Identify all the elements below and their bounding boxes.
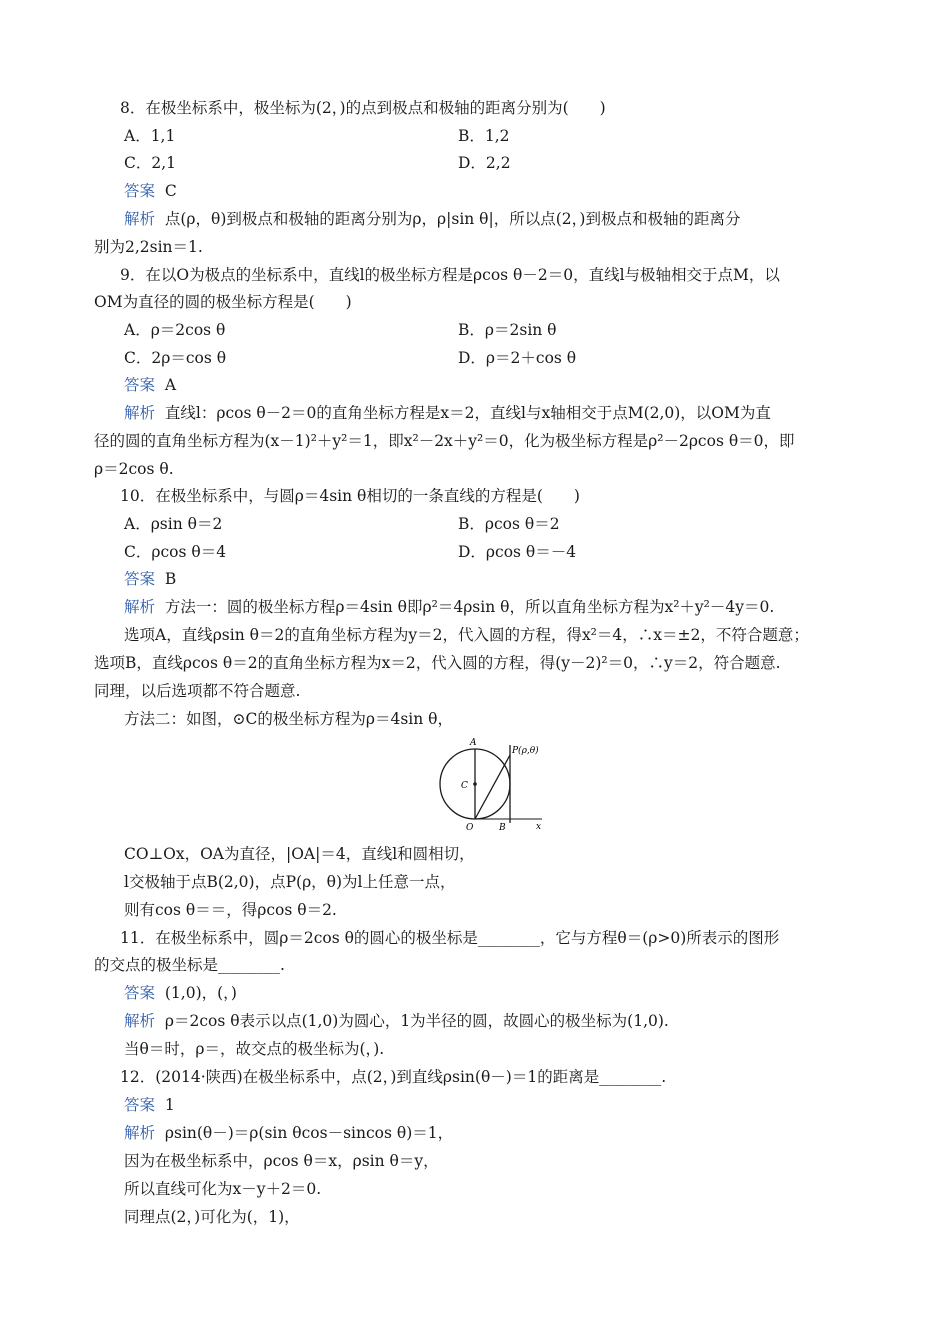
- q11-stem-line: 11．在极坐标系中，圆ρ＝2cos θ的圆心的极坐标是________，它与方程θ＝(ρ>0)所表示的图形: [120, 929, 780, 947]
- q10-option-c: C．ρcos θ＝4: [124, 543, 227, 561]
- q9-option-d: D．ρ＝2＋cos θ: [458, 349, 577, 367]
- q9-stem-line: 9．在以O为极点的坐标系中，直线l的极坐标方程是ρcos θ－2＝0，直线l与极轴相交于点M，以: [120, 266, 780, 284]
- q8-stem: 8．在极坐标系中，极坐标为(2，)的点到极点和极轴的距离分别为( ): [120, 99, 606, 117]
- q8-analysis-row: [124, 208, 740, 230]
- label-o: O: [466, 823, 474, 833]
- answer-label: 答案: [124, 376, 156, 394]
- center-point: [473, 782, 477, 786]
- analysis-label: 解析: [124, 1012, 156, 1030]
- q9-analysis-line: 直线l：ρcos θ－2＝0的直角坐标方程是x＝2，直线l与x轴相交于点M(2,0)，以OM为直: [164, 404, 771, 422]
- q8-answer-row: [124, 180, 177, 202]
- q10-after-line: CO⊥Ox，OA为直径，|OA|＝4，直线l和圆相切，: [124, 845, 475, 863]
- q9-option-c: C．2ρ＝cos θ: [124, 349, 227, 367]
- label-p: P(ρ,θ): [512, 746, 539, 756]
- q9-analysis-row: [124, 402, 771, 424]
- q11-answer: (1,0)，(，): [164, 984, 237, 1002]
- analysis-label: 解析: [124, 1124, 156, 1142]
- analysis-label: 解析: [124, 210, 156, 228]
- q12-analysis-line: 同理点(2，)可化为(，1)，: [124, 1208, 300, 1226]
- q11-analysis-line: ρ＝2cos θ表示以点(1,0)为圆心，1为半径的圆，故圆心的极坐标为(1,0).: [164, 1012, 669, 1030]
- label-x: x: [536, 822, 542, 832]
- q10-after-line: l交极轴于点B(2,0)，点P(ρ，θ)为l上任意一点，: [124, 873, 456, 891]
- answer-label: 答案: [124, 984, 156, 1002]
- q10-option-b: B．ρcos θ＝2: [458, 515, 560, 533]
- q9-option-a: A．ρ＝2cos θ: [124, 321, 226, 339]
- q8-answer: C: [164, 182, 177, 200]
- q9-answer: A: [164, 376, 177, 394]
- q8-option-a: A．1,1: [124, 127, 176, 145]
- q10-analysis-line: 方法二：如图，⊙C的极坐标方程为ρ＝4sin θ，: [124, 710, 453, 728]
- q12-answer: 1: [164, 1096, 175, 1114]
- q8-option-c: C．2,1: [124, 154, 177, 172]
- q12-analysis-line: 因为在极坐标系中，ρcos θ＝x，ρsin θ＝y，: [124, 1152, 439, 1170]
- q12-stem: 12．(2014·陕西)在极坐标系中，点(2，)到直线ρsin(θ－)＝1的距离是________.: [120, 1068, 667, 1086]
- q9-stem-line: OM为直径的圆的极坐标方程是( ): [94, 293, 352, 311]
- q8-option-d: D．2,2: [458, 154, 511, 172]
- q10-analysis-line: 选项B，直线ρcos θ＝2的直角坐标方程为x＝2，代入圆的方程，得(y－2)²＝0，∴y＝2，符合题意.: [94, 654, 781, 672]
- q9-option-b: B．ρ＝2sin θ: [458, 321, 557, 339]
- q12-analysis-line: ρsin(θ－)＝ρ(sin θcos－sincos θ)＝1，: [164, 1124, 454, 1142]
- q10-stem: 10．在极坐标系中，与圆ρ＝4sin θ相切的一条直线的方程是( ): [120, 487, 580, 505]
- label-a: A: [470, 738, 477, 748]
- q10-after-line: 则有cos θ＝＝，得ρcos θ＝2.: [124, 901, 337, 919]
- answer-label: 答案: [124, 570, 156, 588]
- q10-answer-row: [124, 568, 176, 590]
- q10-analysis-line: 同理，以后选项都不符合题意.: [94, 682, 301, 700]
- q12-answer-row: [124, 1094, 175, 1116]
- q11-analysis-row: [124, 1010, 669, 1032]
- q10-analysis-row: [124, 596, 774, 618]
- q10-answer: B: [164, 570, 177, 588]
- label-b: B: [499, 823, 506, 833]
- circle-tangent-diagram: [430, 733, 550, 833]
- q10-option-a: A．ρsin θ＝2: [124, 515, 223, 533]
- answer-label: 答案: [124, 182, 156, 200]
- analysis-label: 解析: [124, 598, 156, 616]
- q10-analysis-line: 方法一：圆的极坐标方程ρ＝4sin θ即ρ²＝4ρsin θ，所以直角坐标方程为x²＋y²－4y＝0.: [164, 598, 775, 616]
- label-c: C: [461, 781, 468, 791]
- q12-analysis-row: [124, 1122, 453, 1144]
- answer-label: 答案: [124, 1096, 156, 1114]
- q9-answer-row: [124, 374, 176, 396]
- q9-analysis-line: ρ＝2cos θ.: [94, 460, 174, 478]
- q11-stem-line: 的交点的极坐标是________.: [94, 956, 285, 974]
- q8-analysis-line: 别为2,2sin＝1.: [94, 238, 203, 256]
- q11-answer-row: [124, 982, 237, 1004]
- analysis-label: 解析: [124, 404, 156, 422]
- q10-analysis-line: 选项A，直线ρsin θ＝2的直角坐标方程为y＝2，代入圆的方程，得x²＝4，∴x＝±2，不符合题意；: [124, 626, 809, 644]
- q10-option-d: D．ρcos θ＝－4: [458, 543, 577, 561]
- segment-op: [475, 755, 510, 819]
- q11-analysis-line: 当θ＝时，ρ＝，故交点的极坐标为(，).: [124, 1040, 385, 1058]
- q8-option-b: B．1,2: [458, 127, 510, 145]
- q8-analysis-line: 点(ρ，θ)到极点和极轴的距离分别为ρ，ρ|sin θ|，所以点(2，)到极点和极轴的距离分: [164, 210, 741, 228]
- circle-tangent-figure: [430, 733, 550, 833]
- q12-analysis-line: 所以直线可化为x－y＋2＝0.: [124, 1180, 322, 1198]
- q9-analysis-line: 径的圆的直角坐标方程为(x－1)²＋y²＝1，即x²－2x＋y²＝0，化为极坐标方程是ρ²－2ρcos θ＝0，即: [94, 432, 795, 450]
